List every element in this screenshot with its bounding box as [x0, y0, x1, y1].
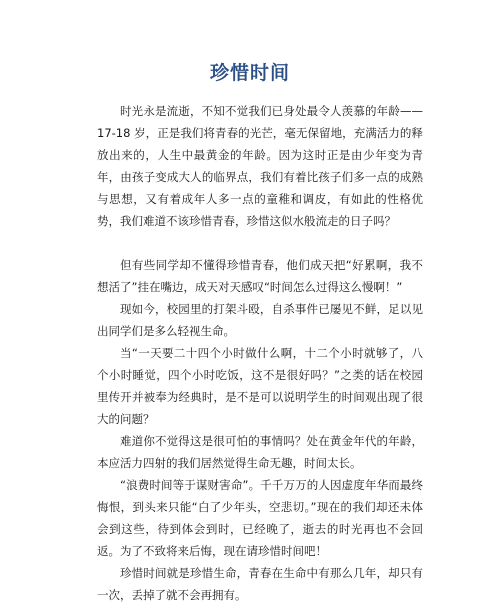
paragraph-7: 珍惜时间就是珍惜生命，青春在生命中有那么几年，却只有一次，丢掉了就不会再拥有。 [97, 566, 423, 602]
paragraph-5: 难道你不觉得这是很可怕的事情吗？处在黄金年代的年龄，本应活力四射的我们居然觉得生命无趣，时间太长。 [97, 434, 423, 470]
paragraph-6: “浪费时间等于谋财害命”。千千万万的人因虚度年华而最终悔恨，到头来只能“白了少年头，空悲切。”现在的我们却还未体会到这些，待到体会到时，已经晚了，逝去的时光再也不会回返。为了不致将来后悔，现在请珍惜时间吧！ [97, 478, 423, 558]
paragraph-3: 现如今，校园里的打架斗殴，自杀事件已屡见不鲜，足以见出同学们是多么轻视生命。 [97, 302, 423, 338]
page-title: 珍惜时间 [209, 62, 290, 84]
paragraph-1: 时光永是流逝，不知不觉我们已身处最令人羡慕的年龄——17-18 岁，正是我们将青春的光芒，毫无保留地，充满活力的释放出来的，人生中最黄金的年龄。因为这时正是由少年变为青年，由孩子变成大人的临界点，我们有着比孩子们多一点的成熟与思想，又有着成年人多一点的童稚和调皮，有如此的性格优势，我们难道不该珍惜青春，珍惜这似水般流走的日子吗？ [97, 104, 423, 228]
paragraph-2: 但有些同学却不懂得珍惜青春，他们成天把“好累啊，我不想活了”挂在嘴边，成天对天感叹“时间怎么过得这么慢啊！” [97, 258, 423, 294]
paragraph-4: 当“一天要二十四个小时做什么啊，十二个小时就够了，八个小时睡觉，四个小时吃饭，这不是很好吗？”之类的话在校园里传开并被奉为经典时，是不是可以说明学生的时间观出现了很大的问题？ [97, 346, 423, 426]
article-body [97, 100, 423, 606]
